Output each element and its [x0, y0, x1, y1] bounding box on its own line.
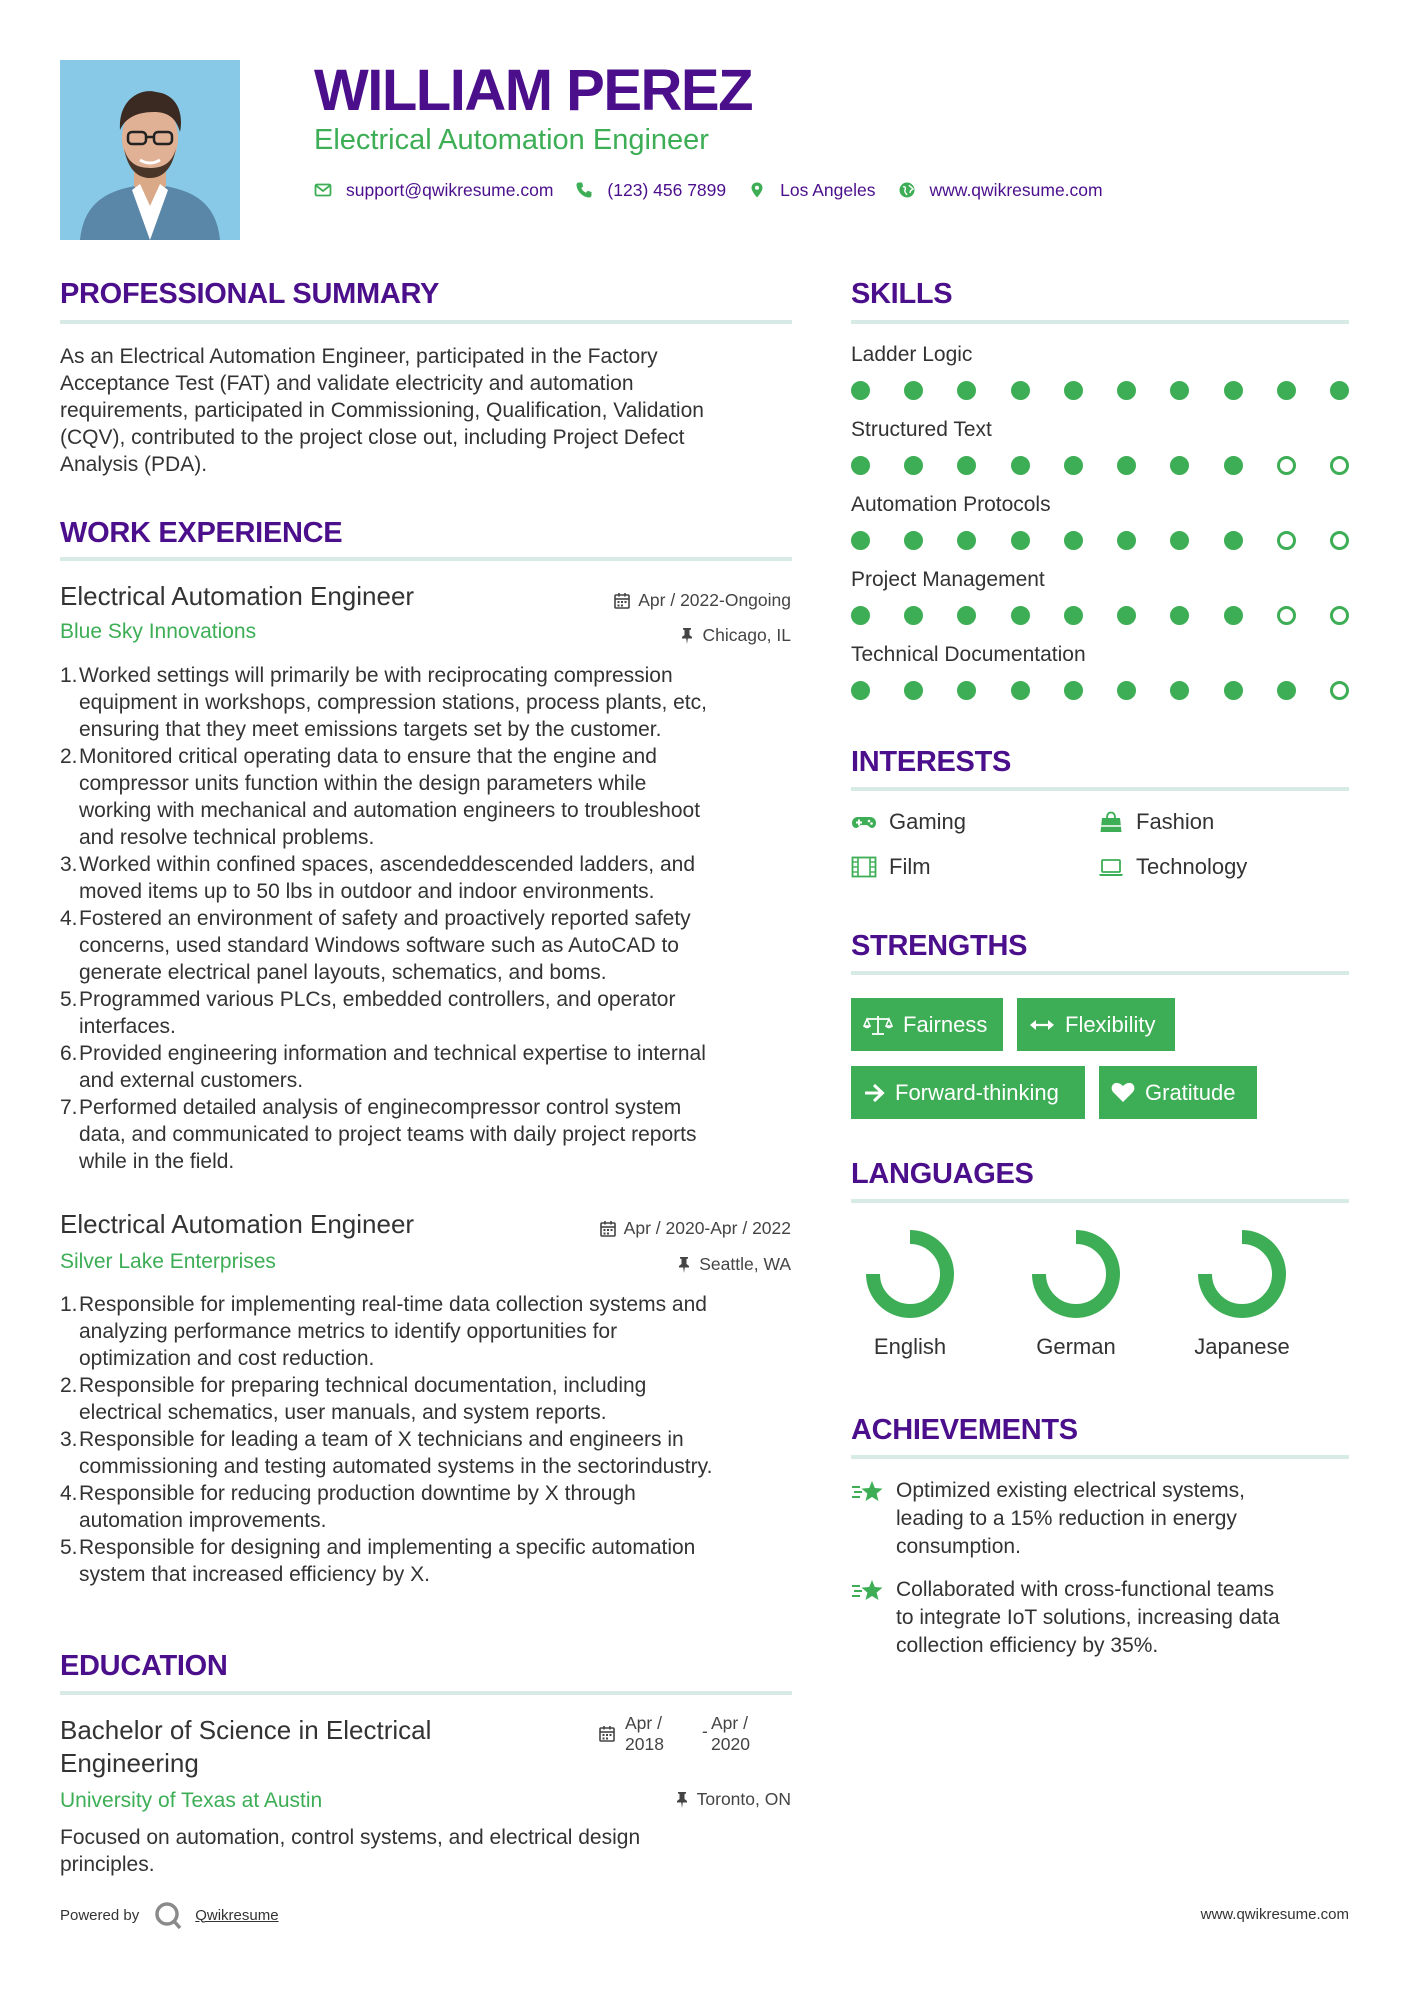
rating-dot-empty: [1277, 531, 1296, 550]
language-progress-ring: [1194, 1226, 1290, 1322]
interest-item: [1098, 853, 1247, 881]
strength-chip: [851, 998, 1003, 1051]
qwikresume-link[interactable]: Qwikresume: [195, 1906, 279, 1924]
edu-location: [675, 1787, 791, 1811]
contact-location: Los Angeles: [780, 179, 876, 200]
rating-dot-empty: [1330, 531, 1349, 550]
skill-rating: [851, 529, 1349, 551]
rating-dot-filled: [1011, 456, 1030, 475]
languages-heading: LANGUAGES: [851, 1158, 1034, 1190]
candidate-title: Electrical Automation Engineer: [314, 124, 709, 156]
pushpin-icon: [677, 1256, 691, 1273]
language-name: German: [1036, 1334, 1116, 1359]
list-item: 4. Fostered an environment of safety and proactively reported safety concerns, used standard Windows software such as AutoCAD to generate electrical panel layouts, schematics, and boms.: [60, 907, 691, 984]
language-item: [1006, 1226, 1146, 1360]
list-item: 6. Provided engineering information and technical expertise to internal and external customers.: [60, 1042, 706, 1092]
rating-dot-filled: [1224, 606, 1243, 625]
rating-dot-filled: [1170, 381, 1189, 400]
job-dates-text: Apr / 2022-Ongoing: [638, 590, 791, 610]
contact-email[interactable]: support@qwikresume.com: [346, 179, 554, 200]
globe-icon: [898, 181, 916, 199]
language-progress-ring: [1028, 1226, 1124, 1322]
strength-label: Gratitude: [1145, 1079, 1236, 1105]
experience-divider: [60, 557, 792, 561]
interests-divider: [851, 787, 1349, 791]
rating-dot-filled: [851, 531, 870, 550]
rating-dot-filled: [957, 456, 976, 475]
rating-dot-filled: [904, 681, 923, 700]
achievements-heading: ACHIEVEMENTS: [851, 1414, 1078, 1446]
achievement-item: [851, 1576, 1351, 1660]
language-item: [1172, 1226, 1312, 1360]
rating-dot-filled: [1064, 531, 1083, 550]
achievement-line: collection efficiency by 35%.: [896, 1634, 1159, 1657]
list-item: 2. Responsible for preparing technical documentation, including electrical schematics, user manuals, and system reports.: [60, 1374, 647, 1424]
interest-label: Fashion: [1136, 809, 1215, 834]
interest-label: Technology: [1136, 854, 1248, 879]
interest-item: [1098, 808, 1214, 836]
languages-divider: [851, 1199, 1349, 1203]
list-item: 1. Worked settings will primarily be with reciprocating compression equipment in workshops, compression stations, process plants, etc, ensuring that they meet emissions targets set by the customer.: [60, 664, 707, 741]
summary-text: [60, 343, 800, 478]
rating-dot-filled: [1170, 606, 1189, 625]
list-item: 5. Programmed various PLCs, embedded controllers, and operator interfaces.: [60, 988, 676, 1038]
shopping-bag-icon: [1098, 811, 1124, 833]
laptop-icon: [1098, 856, 1124, 878]
degree-title: [60, 1714, 431, 1780]
rating-dot-filled: [904, 456, 923, 475]
rating-dot-empty: [1330, 606, 1349, 625]
rating-dot-empty: [1277, 606, 1296, 625]
summary-line: Analysis (PDA).: [60, 453, 208, 476]
interests-heading: INTERESTS: [851, 746, 1012, 778]
edu-end-date: Apr / 2020: [711, 1713, 750, 1754]
rating-dot-empty: [1330, 456, 1349, 475]
job-company: Blue Sky Innovations: [60, 620, 257, 643]
list-item: 1. Responsible for implementing real-time data collection systems and analyzing performance metrics to identify opportunities for optimization and cost reduction.: [60, 1293, 707, 1370]
rating-dot-filled: [1117, 606, 1136, 625]
achievement-line: consumption.: [896, 1535, 1021, 1558]
rating-dot-filled: [1170, 531, 1189, 550]
rating-dot-filled: [904, 531, 923, 550]
rating-dot-filled: [1224, 531, 1243, 550]
education-divider: [60, 1691, 792, 1695]
education-heading: EDUCATION: [60, 1650, 228, 1682]
list-item: 2. Monitored critical operating data to ensure that the engine and compressor units function within the design parameters while working with mechanical and automation engineers to troubleshoot and resolve technical problems.: [60, 745, 701, 849]
interest-item: [851, 808, 966, 836]
degree-line: Bachelor of Science in Electrical: [60, 1715, 432, 1745]
achievement-line: to integrate IoT solutions, increasing data: [896, 1606, 1280, 1629]
rating-dot-filled: [1011, 381, 1030, 400]
experience-heading: WORK EXPERIENCE: [60, 517, 343, 549]
gamepad-icon: [851, 811, 877, 833]
degree-line: Engineering: [60, 1748, 199, 1778]
map-pin-icon: [748, 181, 766, 199]
contact-website[interactable]: www.qwikresume.com: [929, 179, 1103, 200]
heart-icon: [1111, 1082, 1135, 1103]
skill-name: Automation Protocols: [851, 493, 1051, 516]
rating-dot-filled: [851, 681, 870, 700]
envelope-icon: [314, 181, 332, 199]
calendar-icon: [599, 1725, 615, 1747]
achievement-line: Optimized existing electrical systems,: [896, 1479, 1245, 1502]
rating-dot-filled: [1011, 681, 1030, 700]
strengths-heading: STRENGTHS: [851, 930, 1028, 962]
date-separator: -: [702, 1721, 708, 1741]
list-item: 7. Performed detailed analysis of enginecompressor control system data, and communicated to project teams with daily project reports while in the field.: [60, 1096, 697, 1173]
rating-dot-filled: [851, 381, 870, 400]
balance-scale-icon: [863, 1014, 893, 1036]
education-description: Focused on automation, control systems, and electrical design principles.: [60, 1826, 641, 1876]
calendar-icon: [600, 1220, 616, 1237]
job-dates: [600, 1216, 791, 1240]
qwikresume-logo-icon: [153, 1900, 183, 1930]
film-icon: [851, 856, 877, 878]
rating-dot-filled: [1011, 606, 1030, 625]
rating-dot-filled: [1011, 531, 1030, 550]
strength-chip: [851, 1066, 1085, 1119]
achievement-item: [851, 1477, 1351, 1561]
arrow-right-icon: [863, 1083, 885, 1103]
job-duties-list: [60, 1291, 800, 1588]
interest-label: Film: [889, 854, 931, 879]
skill-name: Project Management: [851, 568, 1045, 591]
rating-dot-filled: [1117, 531, 1136, 550]
list-item: 3. Responsible for leading a team of X technicians and engineers in commissioning and testing automated systems in the sectorindustry.: [60, 1428, 713, 1478]
rating-dot-filled: [957, 531, 976, 550]
arrows-horizontal-icon: [1029, 1017, 1055, 1033]
skill-name: Ladder Logic: [851, 343, 973, 366]
rating-dot-filled: [1064, 381, 1083, 400]
skill-rating: [851, 604, 1349, 626]
rating-dot-filled: [904, 381, 923, 400]
job-location: [677, 1252, 791, 1276]
language-progress-ring: [862, 1226, 958, 1322]
phone-icon: [575, 181, 593, 199]
rating-dot-filled: [1277, 381, 1296, 400]
rating-dot-filled: [1224, 456, 1243, 475]
rating-dot-filled: [957, 681, 976, 700]
contact-bar: [314, 176, 1125, 204]
job-location: [680, 623, 791, 647]
list-item: 3. Worked within confined spaces, ascendeddescended ladders, and moved items up to 50 lbs in outdoor and indoor environments.: [60, 853, 696, 903]
achievements-divider: [851, 1455, 1349, 1459]
shooting-star-icon: [851, 1479, 885, 1510]
strength-chip: [1099, 1066, 1257, 1119]
job-location-text: Chicago, IL: [702, 625, 791, 645]
list-item: 4. Responsible for reducing production downtime by X through automation improvements.: [60, 1482, 636, 1532]
job-duties-list: [60, 662, 800, 1175]
calendar-icon: [614, 592, 630, 609]
rating-dot-filled: [1330, 381, 1349, 400]
profile-photo: [60, 60, 240, 240]
rating-dot-filled: [851, 456, 870, 475]
rating-dot-filled: [1117, 381, 1136, 400]
job-dates: [614, 588, 791, 612]
rating-dot-filled: [1224, 381, 1243, 400]
list-item: 5. Responsible for designing and implementing a specific automation system that increased efficiency by X.: [60, 1536, 696, 1586]
language-name: Japanese: [1194, 1334, 1290, 1359]
job-company: Silver Lake Enterprises: [60, 1250, 276, 1273]
skill-rating: [851, 379, 1349, 401]
job-dates-text: Apr / 2020-Apr / 2022: [623, 1218, 791, 1238]
summary-divider: [60, 320, 792, 324]
candidate-name: WILLIAM PEREZ: [314, 58, 753, 123]
interest-item: [851, 853, 931, 881]
footer-url[interactable]: www.qwikresume.com: [1200, 1906, 1349, 1923]
strength-label: Fairness: [903, 1011, 988, 1037]
rating-dot-filled: [957, 606, 976, 625]
skill-rating: [851, 454, 1349, 476]
strength-label: Forward-thinking: [895, 1079, 1059, 1105]
rating-dot-filled: [904, 606, 923, 625]
rating-dot-filled: [1170, 456, 1189, 475]
skill-name: Structured Text: [851, 418, 992, 441]
edu-location-text: Toronto, ON: [696, 1789, 791, 1809]
job-location-text: Seattle, WA: [699, 1254, 791, 1274]
skills-divider: [851, 320, 1349, 324]
strength-label: Flexibility: [1065, 1011, 1156, 1037]
shooting-star-icon: [851, 1578, 885, 1609]
contact-phone[interactable]: (123) 456 7899: [607, 179, 727, 200]
rating-dot-filled: [1117, 456, 1136, 475]
strength-chip: [1017, 998, 1175, 1051]
pushpin-icon: [680, 627, 694, 644]
rating-dot-filled: [957, 381, 976, 400]
rating-dot-filled: [1277, 681, 1296, 700]
summary-heading: PROFESSIONAL SUMMARY: [60, 278, 440, 310]
job-title: Electrical Automation Engineer: [60, 1209, 415, 1239]
pushpin-icon: [675, 1791, 689, 1808]
summary-line: (CQV), contributed to the project close out, including Project Defect: [60, 426, 685, 449]
interest-label: Gaming: [889, 809, 967, 834]
summary-line: Acceptance Test (FAT) and validate electricity and automation: [60, 372, 634, 395]
rating-dot-empty: [1330, 681, 1349, 700]
strengths-divider: [851, 971, 1349, 975]
summary-line: requirements, participated in Commissioning, Qualification, Validation: [60, 399, 704, 422]
achievement-line: leading to a 15% reduction in energy: [896, 1507, 1237, 1530]
powered-by-text: Powered by: [60, 1906, 140, 1924]
skill-rating: [851, 679, 1349, 701]
rating-dot-filled: [1117, 681, 1136, 700]
rating-dot-filled: [1064, 456, 1083, 475]
rating-dot-filled: [851, 606, 870, 625]
rating-dot-empty: [1277, 456, 1296, 475]
language-name: English: [873, 1334, 947, 1359]
edu-start-date: Apr / 2018: [625, 1713, 664, 1754]
job-title: Electrical Automation Engineer: [60, 581, 415, 611]
achievement-line: Collaborated with cross-functional teams: [896, 1578, 1275, 1601]
skill-name: Technical Documentation: [851, 643, 1086, 666]
rating-dot-filled: [1064, 606, 1083, 625]
powered-by: [60, 1900, 279, 1930]
rating-dot-filled: [1224, 681, 1243, 700]
school-name: University of Texas at Austin: [60, 1789, 323, 1812]
skills-heading: SKILLS: [851, 278, 953, 310]
rating-dot-filled: [1064, 681, 1083, 700]
rating-dot-filled: [1170, 681, 1189, 700]
language-item: [840, 1226, 980, 1360]
summary-line: As an Electrical Automation Engineer, participated in the Factory: [60, 345, 658, 368]
